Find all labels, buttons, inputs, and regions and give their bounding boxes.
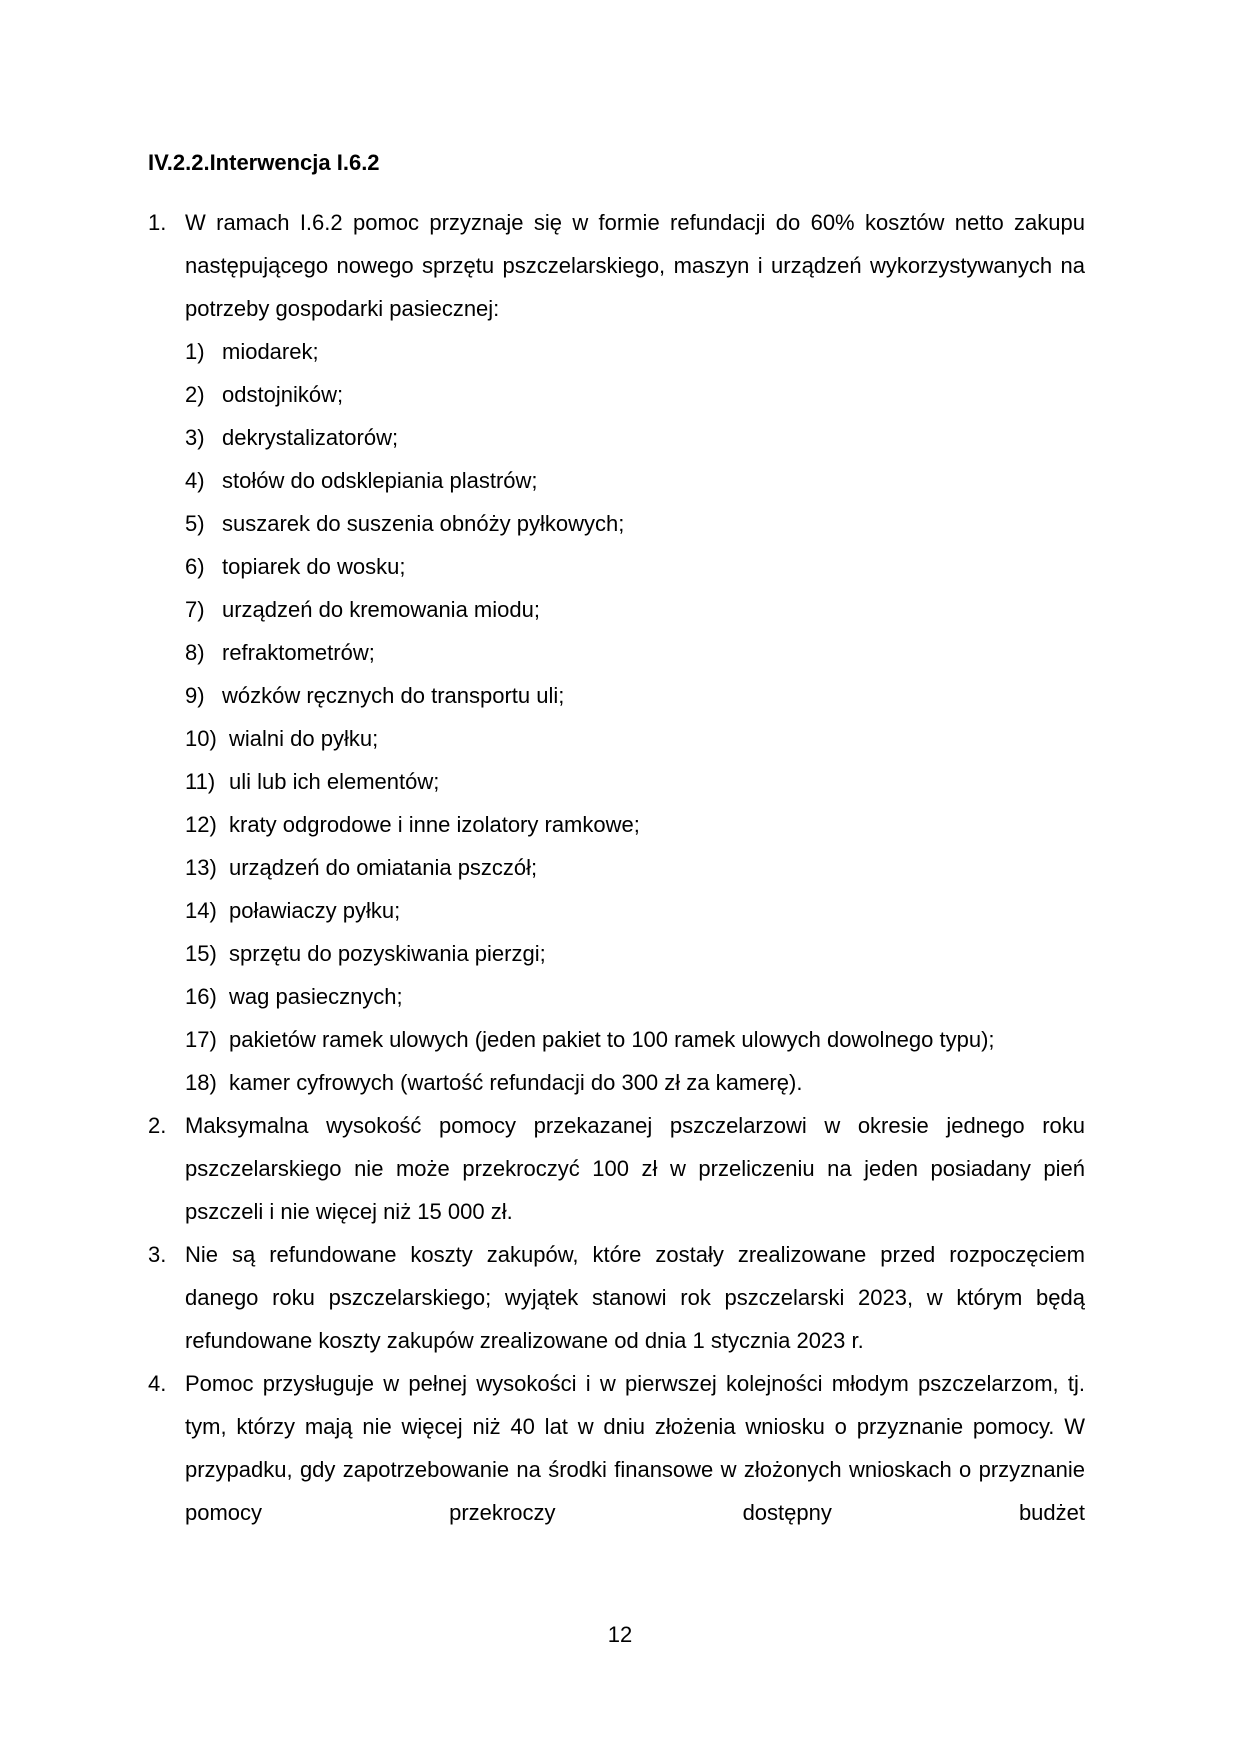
subitem-number: 18) <box>185 1070 217 1095</box>
subitem-text: dekrystalizatorów; <box>222 425 399 450</box>
subitem-text: wag pasiecznych; <box>229 984 403 1009</box>
subitem <box>185 459 1085 502</box>
subitem-text: stołów do odsklepiania plastrów; <box>222 468 538 493</box>
subitem <box>185 674 1085 717</box>
subitem-text: odstojników; <box>222 382 344 407</box>
subitem <box>185 545 1085 588</box>
subitem <box>185 717 1085 760</box>
subitem-text: refraktometrów; <box>222 640 375 665</box>
subitem-number: 8) <box>185 640 205 665</box>
subitem-number: 5) <box>185 511 205 536</box>
list-item-1 <box>148 201 1085 1104</box>
item-text: Nie są refundowane koszty zakupów, które zostały zrealizowane przed rozpoczęciem danego roku pszczelarskiego; wyjątek stanowi rok pszczelarski 2023, w którym będą refundowane koszty zakupów zrealizowane od dnia 1 stycznia 2023 r. <box>185 1242 1085 1353</box>
item-number: 4. <box>148 1371 167 1396</box>
item-text: Pomoc przysługuje w pełnej wysokości i w pierwszej kolejności młodym pszczelarzom, tj. tym, którzy mają nie więcej niż 40 lat w dniu złożenia wniosku o przyznanie pomocy. W przypadku, gdy zapotrzebowanie na środki finansowe w złożonych wnioskach o przyznanie pomocy przekroczy dostępny budżet <box>185 1371 1085 1525</box>
subitem-number: 17) <box>185 1027 217 1052</box>
subitem-text: urządzeń do kremowania miodu; <box>222 597 540 622</box>
subitem-text: topiarek do wosku; <box>222 554 406 579</box>
subitem <box>185 416 1085 459</box>
subitem <box>185 373 1085 416</box>
subitem <box>185 846 1085 889</box>
subitem-text: suszarek do suszenia obnóży pyłkowych; <box>222 511 625 536</box>
document-body <box>148 201 1085 1534</box>
subitem-number: 1) <box>185 339 205 364</box>
subitem-text: wialni do pyłku; <box>229 726 379 751</box>
subitem-text: urządzeń do omiatania pszczół; <box>229 855 538 880</box>
subitem <box>185 502 1085 545</box>
subitem-number: 15) <box>185 941 217 966</box>
subitem-number: 10) <box>185 726 217 751</box>
equipment-sublist <box>185 330 1085 1104</box>
subitem-number: 12) <box>185 812 217 837</box>
item-number: 2. <box>148 1113 167 1138</box>
subitem-text: poławiaczy pyłku; <box>229 898 401 923</box>
subitem-text: wózków ręcznych do transportu uli; <box>222 683 565 708</box>
item-text: Maksymalna wysokość pomocy przekazanej pszczelarzowi w okresie jednego roku pszczelarskiego nie może przekroczyć 100 zł w przeliczeniu na jeden posiadany pień pszczeli i nie więcej niż 15 000 zł. <box>185 1113 1085 1224</box>
subitem-text: sprzętu do pozyskiwania pierzgi; <box>229 941 546 966</box>
subitem <box>185 803 1085 846</box>
item-text: W ramach I.6.2 pomoc przyznaje się w formie refundacji do 60% kosztów netto zakupu następującego nowego sprzętu pszczelarskiego, maszyn i urządzeń wykorzystywanych na potrzeby gospodarki pasiecznej: <box>185 210 1085 321</box>
subitem <box>185 1018 1085 1061</box>
subitem-number: 16) <box>185 984 217 1009</box>
subitem-text: kraty odgrodowe i inne izolatory ramkowe; <box>229 812 640 837</box>
subitem-number: 2) <box>185 382 205 407</box>
subitem-number: 14) <box>185 898 217 923</box>
subitem-number: 6) <box>185 554 205 579</box>
subitem <box>185 760 1085 803</box>
section-heading: IV.2.2.Interwencja I.6.2 <box>148 150 380 175</box>
subitem-number: 13) <box>185 855 217 880</box>
list-item-2 <box>148 1104 1085 1233</box>
list-item-4 <box>148 1362 1085 1534</box>
item-number: 3. <box>148 1242 167 1267</box>
subitem <box>185 975 1085 1018</box>
subitem-number: 9) <box>185 683 205 708</box>
item-number: 1. <box>148 210 167 235</box>
subitem <box>185 330 1085 373</box>
subitem-number: 4) <box>185 468 205 493</box>
subitem-number: 11) <box>185 769 216 794</box>
subitem-text: kamer cyfrowych (wartość refundacji do 300 zł za kamerę). <box>229 1070 803 1095</box>
subitem-number: 3) <box>185 425 205 450</box>
subitem-number: 7) <box>185 597 205 622</box>
numbered-list <box>148 201 1085 1534</box>
page-number: 12 <box>607 1622 633 1647</box>
subitem <box>185 1061 1085 1104</box>
subitem-text: pakietów ramek ulowych (jeden pakiet to 100 ramek ulowych dowolnego typu); <box>229 1027 995 1052</box>
subitem-text: uli lub ich elementów; <box>229 769 440 794</box>
list-item-3 <box>148 1233 1085 1362</box>
subitem <box>185 932 1085 975</box>
subitem <box>185 588 1085 631</box>
subitem <box>185 889 1085 932</box>
subitem-text: miodarek; <box>222 339 319 364</box>
subitem <box>185 631 1085 674</box>
